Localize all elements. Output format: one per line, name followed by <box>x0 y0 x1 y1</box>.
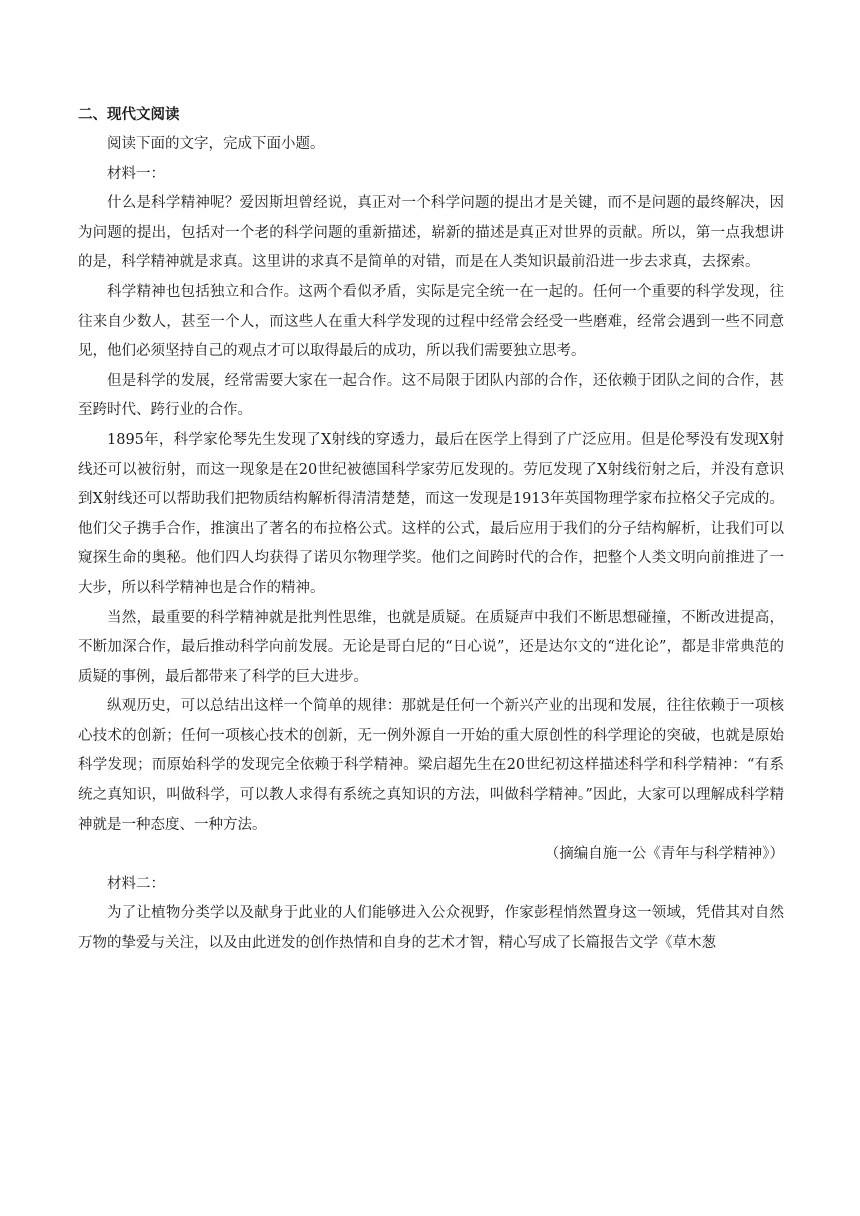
material-1-label: 材料一： <box>107 165 165 182</box>
document-page <box>78 100 784 959</box>
material-1-paragraph-1: 什么是科学精神呢？爱因斯坦曾经说，真正对一个科学问题的提出才是关键，而不是问题的最终解决，因为问题的提出，包括对一个老的科学问题的重新描述，崭新的描述是真正对世界的贡献。所以，第一点我想讲的是，科学精神就是求真。这里讲的求真不是简单的对错，而是在人类知识最前沿进一步去求真，去探索。 <box>78 195 784 271</box>
material-2-label: 材料二： <box>107 875 165 892</box>
material-1-paragraph-5: 当然，最重要的科学精神就是批判性思维，也就是质疑。在质疑声中我们不断思想碰撞，不断改进提高，不断加深合作，最后推动科学向前发展。无论是哥白尼的“日心说”，还是达尔文的“进化论”，都是非常典范的质疑的事例，最后都带来了科学的巨大进步。 <box>78 609 784 685</box>
material-2-paragraph-1: 为了让植物分类学以及献身于此业的人们能够进入公众视野，作家彭程悄然置身这一领域，凭借其对自然万物的挚爱与关注，以及由此迸发的创作热情和自身的艺术才智，精心写成了长篇报告文学《草木葱 <box>78 905 784 952</box>
instruction-text: 阅读下面的文字，完成下面小题。 <box>107 136 325 152</box>
material-1-paragraph-3: 但是科学的发展，经常需要大家在一起合作。这不局限于团队内部的合作，还依赖于团队之间的合作，甚至跨时代、跨行业的合作。 <box>78 372 784 419</box>
material-1-paragraph-6: 纵观历史，可以总结出这样一个简单的规律：那就是任何一个新兴产业的出现和发展，往往依赖于一项核心技术的创新；任何一项核心技术的创新，无一例外源自一开始的重大原创性的科学理论的突破，也就是原始科学发现；而原始科学的发现完全依赖于科学精神。梁启超先生在20世纪初这样描述科学和科学精神：“有系统之真知识，叫做科学，可以教人求得有系统之真知识的方法，叫做科学精神。”因此，大家可以理解成科学精神就是一种态度、一种方法。 <box>78 698 784 833</box>
section-title: 二、现代文阅读 <box>78 107 180 123</box>
material-1-paragraph-4: 1895年，科学家伦琴先生发现了X射线的穿透力，最后在医学上得到了广泛应用。但是伦琴没有发现X射线还可以被衍射，而这一现象是在20世纪被德国科学家劳厄发现的。劳厄发现了X射线衍射之后，并没有意识到X射线还可以帮助我们把物质结构解析得清清楚楚，而这一发现是1913年英国物理学家布拉格父子完成的。他们父子携手合作，推演出了著名的布拉格公式。这样的公式，最后应用于我们的分子结构解析，让我们可以窥探生命的奥秘。他们四人均获得了诺贝尔物理学奖。他们之间跨时代的合作，把整个人类文明向前推进了一大步，所以科学精神也是合作的精神。 <box>78 431 784 596</box>
material-1-source: （摘编自施一公《青年与科学精神》） <box>544 846 784 863</box>
material-1-paragraph-2: 科学精神也包括独立和合作。这两个看似矛盾，实际是完全统一在一起的。任何一个重要的科学发现，往往来自少数人，甚至一个人，而这些人在重大科学发现的过程中经常会经受一些磨难，经常会遇到一些不同意见，他们必须坚持自己的观点才可以取得最后的成功，所以我们需要独立思考。 <box>78 283 784 360</box>
